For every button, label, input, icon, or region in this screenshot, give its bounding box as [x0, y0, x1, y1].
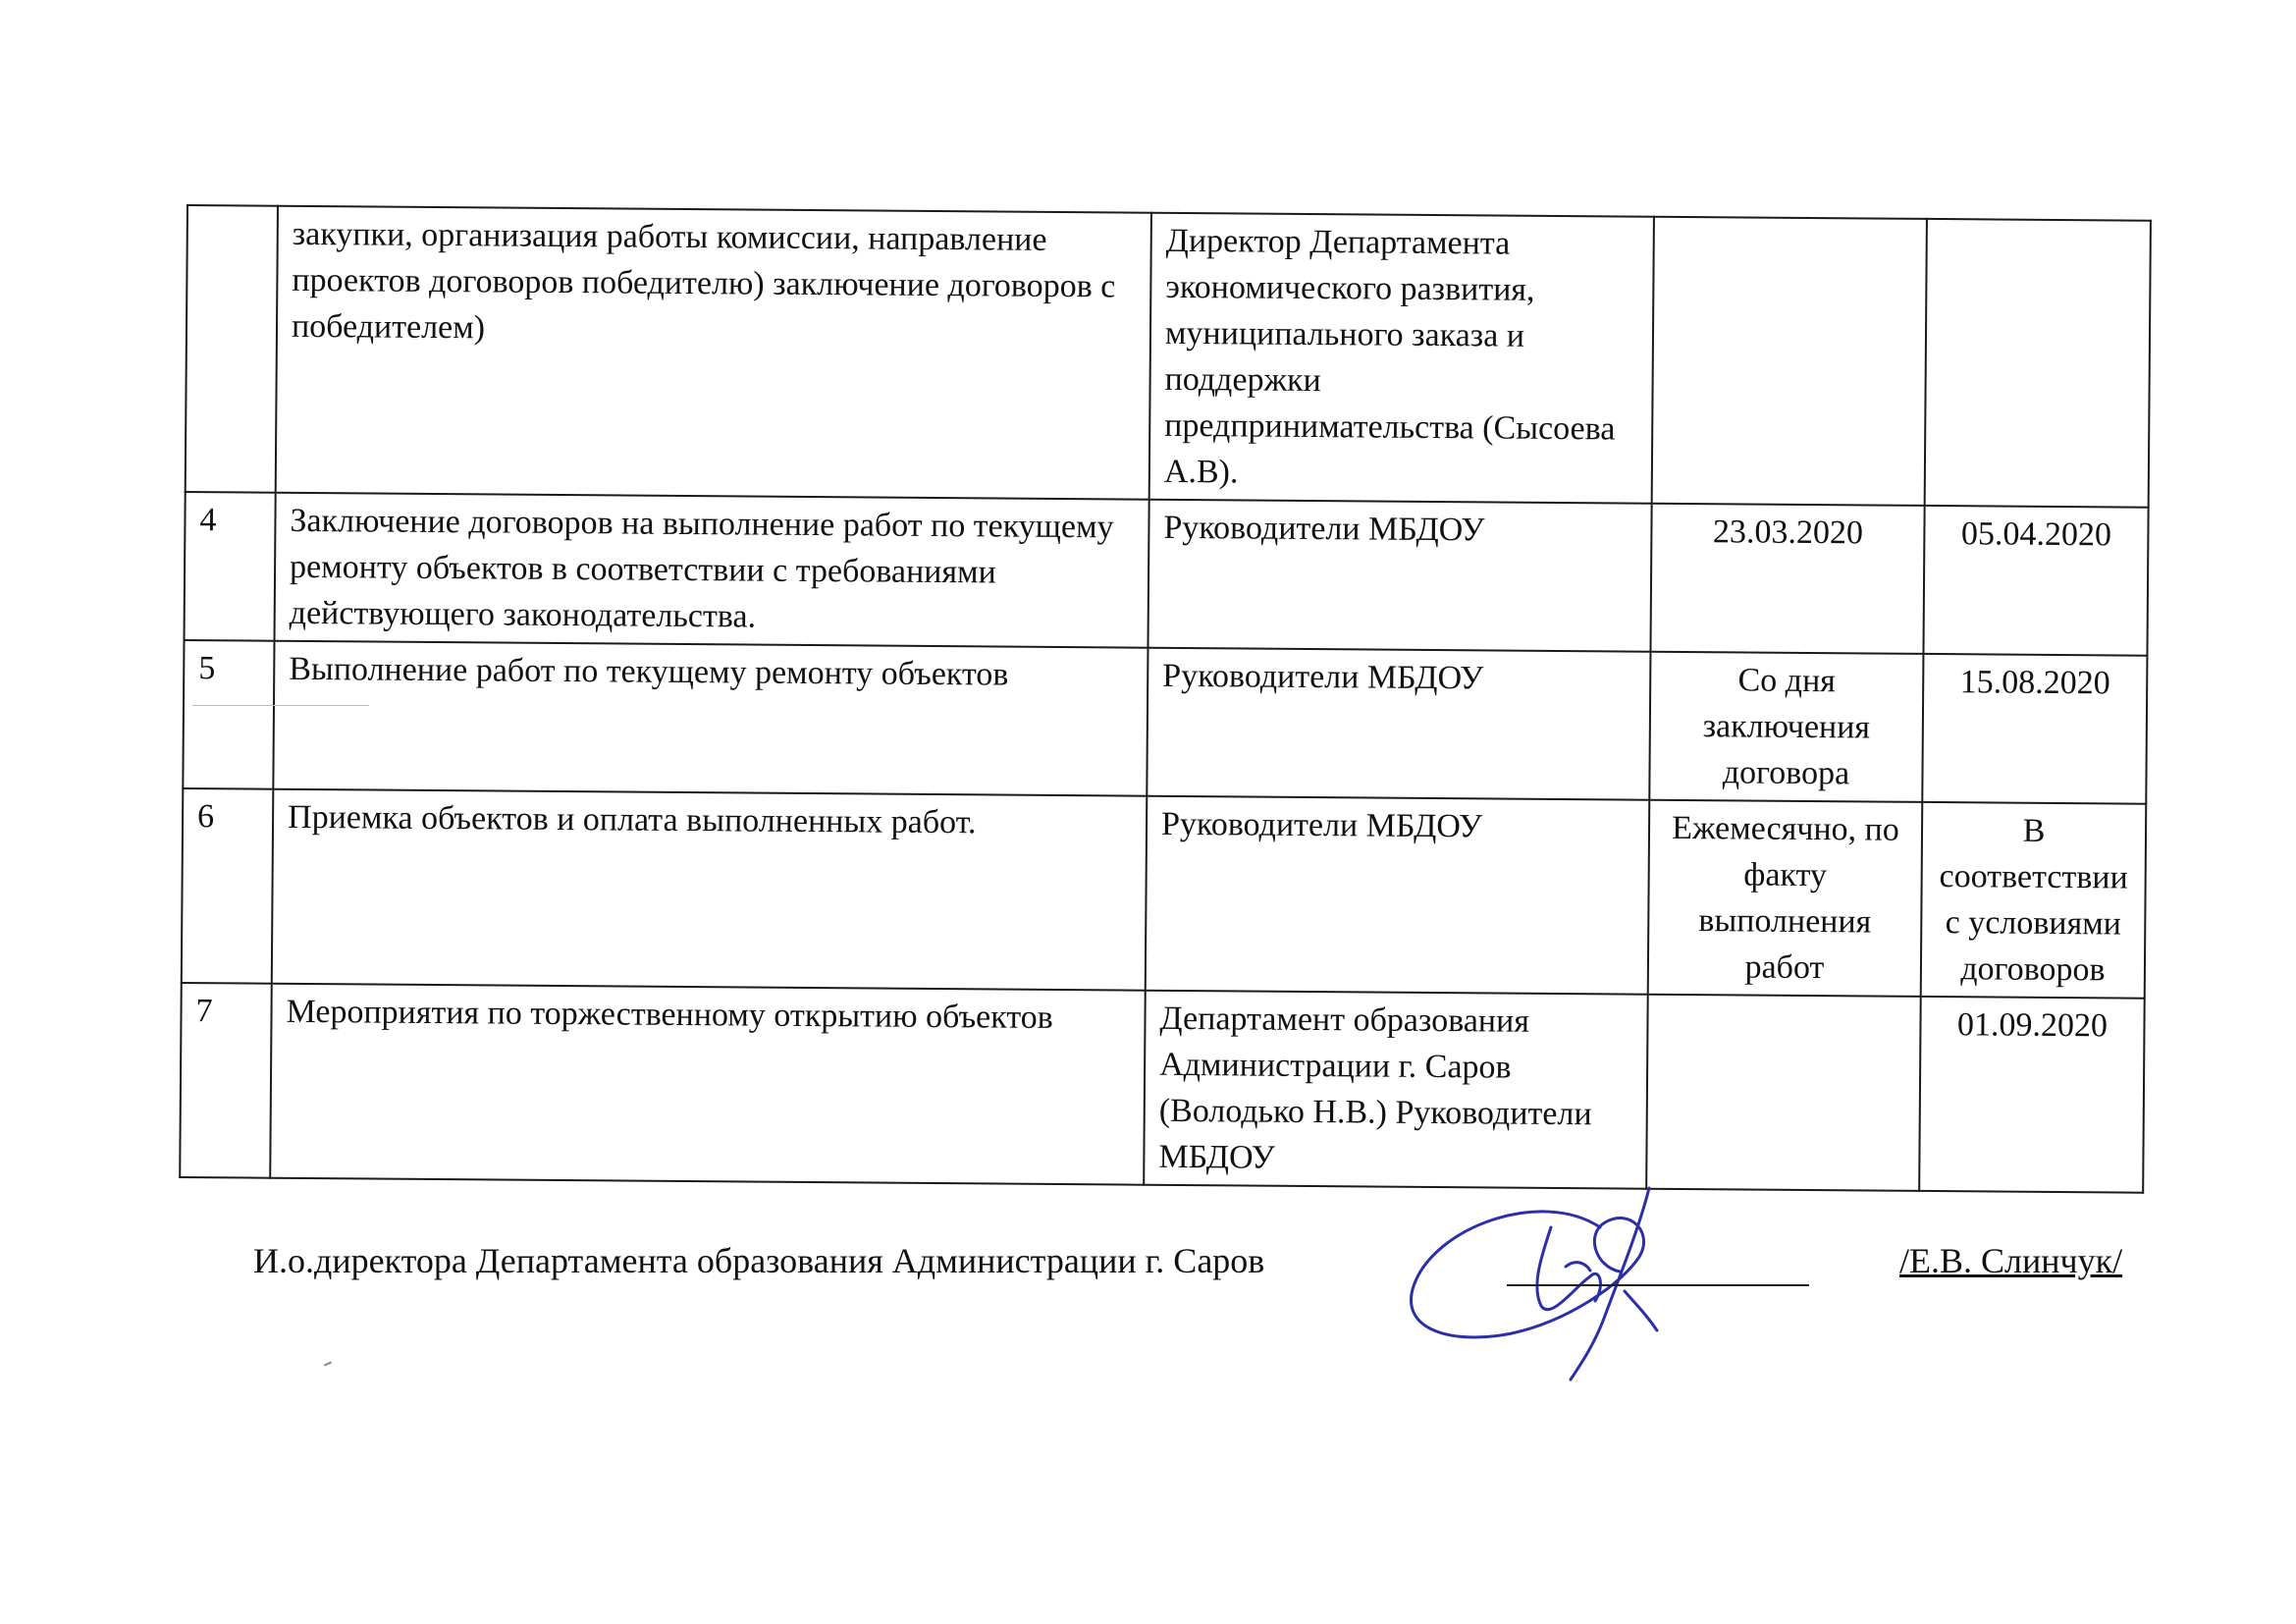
table-row: [182, 788, 2146, 999]
row-number: 7: [180, 983, 272, 1178]
start-date-cell: Ежемесячно, по факту выполнения работ: [1648, 800, 1923, 997]
action-cell: Приемка объектов и оплата выполненных работ.: [272, 789, 1148, 991]
start-date-cell: [1652, 217, 1927, 506]
signature-rule: [1507, 1284, 1809, 1286]
responsible-cell: Руководители МБДОУ: [1146, 796, 1650, 995]
table-row: [185, 492, 2149, 656]
table-row: [186, 205, 2151, 508]
table-row: [180, 983, 2144, 1193]
end-date-cell: [1925, 219, 2151, 508]
action-cell: Мероприятия по торжественному открытию объектов: [270, 984, 1146, 1185]
action-cell: Заключение договоров на выполнение работ по текущему ремонту объектов в соответствии с требованиями действующего законодательства.: [275, 493, 1149, 648]
responsible-cell: Директор Департамента экономического развития, муниципального заказа и поддержки предпринимательства (Сысоева А.В).: [1149, 213, 1654, 504]
responsible-cell: Руководители МБДОУ: [1147, 648, 1650, 800]
responsible-cell: Руководители МБДОУ: [1148, 500, 1651, 652]
scan-artifact-line: [192, 705, 369, 706]
end-date-cell: В соответствии с условиями договоров: [1921, 802, 2147, 999]
plan-table: [179, 204, 2152, 1194]
action-cell: Выполнение работ по текущему ремонту объектов: [273, 641, 1148, 796]
handwritten-signature-icon: [1394, 1168, 1708, 1384]
scan-artifact-speck: [324, 1361, 332, 1366]
row-number: 6: [182, 788, 274, 984]
end-date-cell: 05.04.2020: [1923, 506, 2148, 656]
responsible-cell: Департамент образования Администрации г. Саров (Володько Н.В.) Руководители МБДОУ: [1144, 991, 1648, 1189]
end-date-cell: 15.08.2020: [1922, 654, 2147, 804]
signer-name: /Е.В. Слинчук/: [1899, 1241, 2123, 1280]
start-date-cell: Со дня заключения договора: [1649, 652, 1923, 802]
row-number: 5: [183, 640, 274, 789]
table-row: [183, 640, 2147, 804]
start-date-cell: [1646, 995, 1921, 1191]
start-date-cell: 23.03.2020: [1650, 504, 1924, 654]
signatory-position: И.о.директора Департамента образования Администрации г. Саров: [253, 1241, 1265, 1280]
row-number: [186, 205, 278, 493]
end-date-cell: 01.09.2020: [1919, 997, 2145, 1193]
row-number: 4: [185, 492, 276, 641]
action-cell: закупки, организация работы комиссии, направление проектов договоров победителю) заключение договоров с победителем): [276, 206, 1151, 500]
